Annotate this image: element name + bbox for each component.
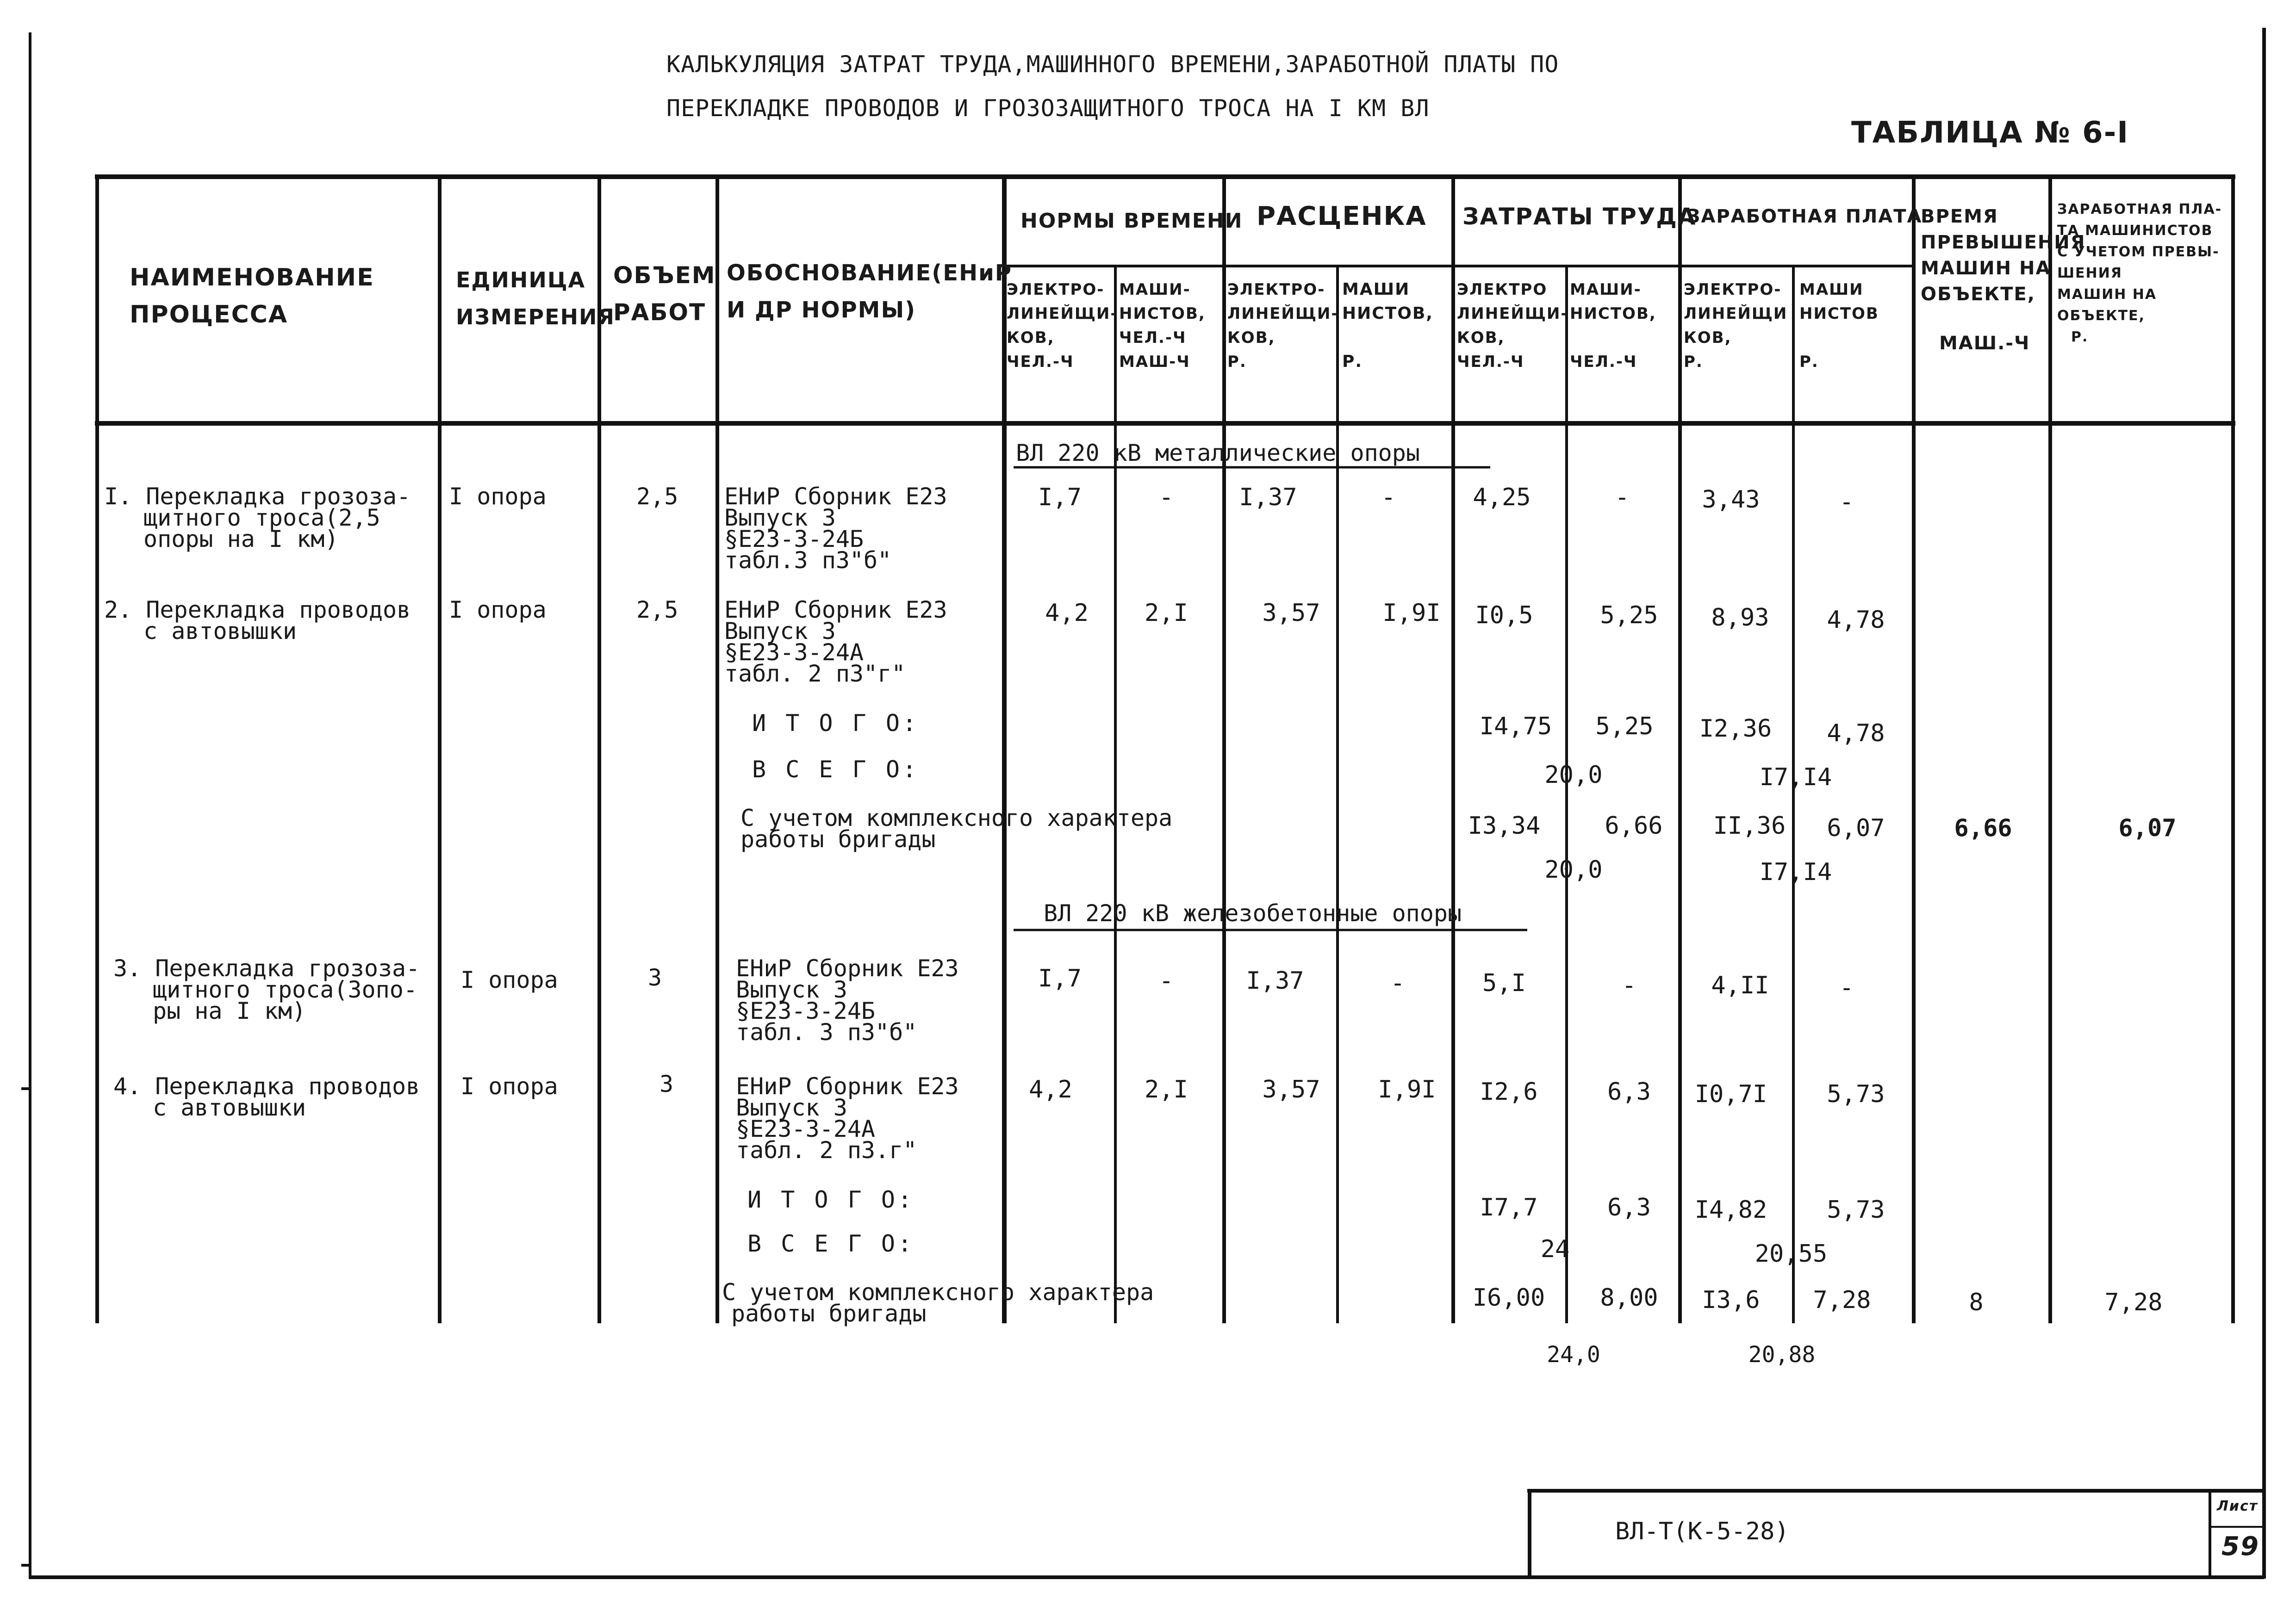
- row-basis: ЕНиР Сборник Е23 Выпуск 3 §Е23-3-24Б табл.3 п3"б": [724, 483, 947, 574]
- itogo-w-elec: I2,36: [1699, 715, 1772, 743]
- cell-tn-elec: I,7: [1038, 483, 1082, 511]
- complex-w-mach: 7,28: [1813, 1286, 1871, 1314]
- header-unit: ЕДИНИЦА ИЗМЕРЕНИЯ: [456, 267, 615, 329]
- table-row: I. Перекладка грозоза- щитного троса(2,5 опоры на I км): [104, 483, 411, 552]
- subheader-tn-elec: ЭЛЕКТРО- ЛИНЕЙЩИ- КОВ, ЧЕЛ.-Ч: [1007, 280, 1118, 371]
- sheet-label: Лист: [2217, 1498, 2259, 1514]
- cell-w-mach: 4,78: [1827, 606, 1885, 634]
- subheader-w-elec: ЭЛЕКТРО- ЛИНЕЙЩИ КОВ, Р.: [1684, 280, 1788, 371]
- cell-tn-mach: 2,I: [1145, 599, 1188, 627]
- cell-r-elec: I,37: [1246, 967, 1304, 995]
- itogo-l-mach: 6,3: [1607, 1194, 1651, 1221]
- header-excess-time: ВРЕМЯ ПРЕВЫШЕНИЯ МАШИН НА ОБЪЕКТЕ, МАШ.-Ч: [1921, 206, 2086, 354]
- cell-w-mach: -: [1839, 974, 1854, 1002]
- cell-r-mach: -: [1390, 969, 1405, 997]
- cell-w-mach: 5,73: [1827, 1080, 1885, 1108]
- row-volume: 3: [660, 1071, 674, 1097]
- complex-w-elec: II,36: [1713, 812, 1786, 840]
- subheader-r-elec: ЭЛЕКТРО- ЛИНЕЙЩИ- КОВ, Р.: [1227, 280, 1339, 371]
- header-volume: ОБЪЕМ РАБОТ: [613, 262, 716, 326]
- itogo-l-elec: I4,75: [1479, 713, 1552, 740]
- cell-l-elec: 5,I: [1482, 969, 1526, 997]
- table-row: 4. Перекладка проводов с автовышки: [113, 1073, 420, 1121]
- complex-l-elec: I6,00: [1472, 1284, 1545, 1312]
- cell-r-elec: I,37: [1239, 483, 1297, 511]
- table-row: 3. Перекладка грозоза- щитного троса(3опо- ры на I км): [113, 955, 420, 1024]
- header-labor: ЗАТРАТЫ ТРУДА: [1462, 203, 1697, 230]
- itogo-label: И Т О Г О:: [752, 710, 920, 737]
- row-basis: ЕНиР Сборник Е23 Выпуск 3 §Е23-3-24А табл. 2 п3.г": [736, 1073, 959, 1164]
- itogo-label: И Т О Г О:: [747, 1186, 915, 1213]
- cell-w-elec: I0,7I: [1694, 1080, 1767, 1108]
- cell-r-elec: 3,57: [1262, 599, 1320, 627]
- itogo-l-mach: 5,25: [1595, 713, 1654, 740]
- table-row: 2. Перекладка проводов с автовышки: [104, 596, 411, 645]
- section-title-metal: ВЛ 220 кВ металлические опоры: [1016, 440, 1420, 466]
- header-time-norms: НОРМЫ ВРЕМЕНИ: [1020, 209, 1243, 233]
- row-unit: I опора: [449, 483, 547, 510]
- row-unit: I опора: [460, 967, 558, 993]
- complex-sum-labor: 20,0: [1544, 856, 1603, 884]
- cell-tn-elec: I,7: [1038, 965, 1082, 992]
- itogo-w-elec: I4,82: [1694, 1196, 1767, 1224]
- row-basis: ЕНиР Сборник Е23 Выпуск 3 §Е23-3-24А табл. 2 п3"г": [724, 596, 947, 687]
- cell-l-mach: 6,3: [1607, 1078, 1651, 1106]
- table-number: ТАБЛИЦА № 6-I: [1851, 116, 2129, 150]
- section-title-concrete: ВЛ 220 кВ железобетонные опоры: [1044, 900, 1462, 927]
- cell-l-mach: -: [1622, 972, 1636, 999]
- complex-label: С учетом комплексного характера работы бригады: [740, 805, 1173, 853]
- complex-excess-wage: 7,28: [2104, 1289, 2163, 1316]
- subheader-l-elec: ЭЛЕКТРО ЛИНЕЙЩИ- КОВ, ЧЕЛ.-Ч: [1457, 280, 1568, 371]
- complex-excess-wage: 6,07: [2118, 814, 2177, 842]
- sheet-number: 59: [2221, 1531, 2259, 1562]
- complex-w-elec: I3,6: [1702, 1286, 1760, 1314]
- cell-l-elec: 4,25: [1473, 483, 1531, 511]
- cell-w-mach: -: [1839, 488, 1854, 516]
- cell-l-mach: -: [1615, 483, 1630, 511]
- row-basis: ЕНиР Сборник Е23 Выпуск 3 §Е23-3-24Б табл. 3 п3"б": [736, 955, 959, 1046]
- document-code: ВЛ-Т(К-5-28): [1615, 1518, 1789, 1545]
- complex-sum-wages: 20,88: [1748, 1342, 1816, 1368]
- cell-l-elec: I0,5: [1475, 601, 1533, 629]
- complex-excess-time: 8: [1969, 1289, 1984, 1316]
- cell-w-elec: 4,II: [1711, 972, 1769, 999]
- complex-w-mach: 6,07: [1827, 814, 1885, 842]
- itogo-w-mach: 4,78: [1827, 719, 1885, 747]
- vsego-labor: 24: [1540, 1235, 1570, 1263]
- itogo-w-mach: 5,73: [1827, 1196, 1885, 1224]
- complex-sum-wages: I7,I4: [1759, 858, 1832, 886]
- cell-r-mach: -: [1381, 483, 1396, 511]
- itogo-l-elec: I7,7: [1480, 1194, 1538, 1221]
- complex-l-elec: I3,34: [1468, 812, 1541, 840]
- cell-tn-elec: 4,2: [1045, 599, 1089, 627]
- header-wages: ЗАРАБОТНАЯ ПЛАТА: [1687, 206, 1923, 227]
- complex-excess-time: 6,66: [1954, 814, 2012, 842]
- subheader-l-mach: МАШИ- НИСТОВ, ЧЕЛ.-Ч: [1570, 280, 1656, 371]
- row-unit: I опора: [449, 596, 547, 623]
- subheader-r-mach: МАШИ НИСТОВ, Р.: [1342, 280, 1433, 371]
- vsego-wages: I7,I4: [1759, 763, 1832, 791]
- cell-l-elec: I2,6: [1480, 1078, 1538, 1106]
- cell-w-elec: 8,93: [1711, 604, 1769, 632]
- complex-sum-labor: 24,0: [1547, 1342, 1600, 1368]
- subheader-tn-mach: МАШИ- НИСТОВ, ЧЕЛ.-Ч МАШ-Ч: [1119, 280, 1206, 371]
- vsego-label: В С Е Г О:: [752, 756, 920, 783]
- cell-tn-mach: 2,I: [1145, 1076, 1188, 1103]
- row-volume: 2,5: [636, 596, 678, 623]
- row-volume: 3: [648, 964, 662, 991]
- header-process: НАИМЕНОВАНИЕ ПРОЦЕССА: [130, 264, 374, 329]
- header-rate: РАСЦЕНКА: [1257, 201, 1427, 231]
- cell-r-mach: I,9I: [1382, 599, 1441, 627]
- cell-l-mach: 5,25: [1600, 601, 1658, 629]
- document-title-line1: КАЛЬКУЛЯЦИЯ ЗАТРАТ ТРУДА,МАШИННОГО ВРЕМЕНИ,ЗАРАБОТНОЙ ПЛАТЫ ПО: [666, 51, 1559, 78]
- row-unit: I опора: [460, 1073, 558, 1100]
- header-basis: ОБОСНОВАНИЕ(ЕНиР И ДР НОРМЫ): [727, 260, 1012, 323]
- cell-r-mach: I,9I: [1378, 1076, 1436, 1103]
- vsego-labor: 20,0: [1544, 761, 1603, 789]
- vsego-wages: 20,55: [1755, 1240, 1828, 1268]
- complex-l-mach: 6,66: [1605, 812, 1663, 840]
- complex-l-mach: 8,00: [1600, 1284, 1658, 1312]
- cell-tn-mach: -: [1159, 967, 1174, 995]
- complex-label: С учетом комплексного характера работы бригады: [722, 1279, 1154, 1327]
- header-excess-wage: ЗАРАБОТНАЯ ПЛА- ТА МАШИНИСТОВ С УЧЕТОМ ПРЕВЫ- ШЕНИЯ МАШИН НА ОБЪЕКТЕ, Р.: [2057, 201, 2222, 345]
- vsego-label: В С Е Г О:: [747, 1230, 915, 1257]
- cell-r-elec: 3,57: [1262, 1076, 1320, 1103]
- row-volume: 2,5: [636, 483, 678, 510]
- cell-tn-elec: 4,2: [1029, 1076, 1072, 1103]
- cell-tn-mach: -: [1159, 483, 1174, 511]
- subheader-w-mach: МАШИ НИСТОВ Р.: [1799, 280, 1879, 371]
- document-title-line2: ПЕРЕКЛАДКЕ ПРОВОДОВ И ГРОЗОЗАЩИТНОГО ТРОСА НА I КМ ВЛ: [666, 95, 1430, 122]
- cell-w-elec: 3,43: [1702, 486, 1760, 514]
